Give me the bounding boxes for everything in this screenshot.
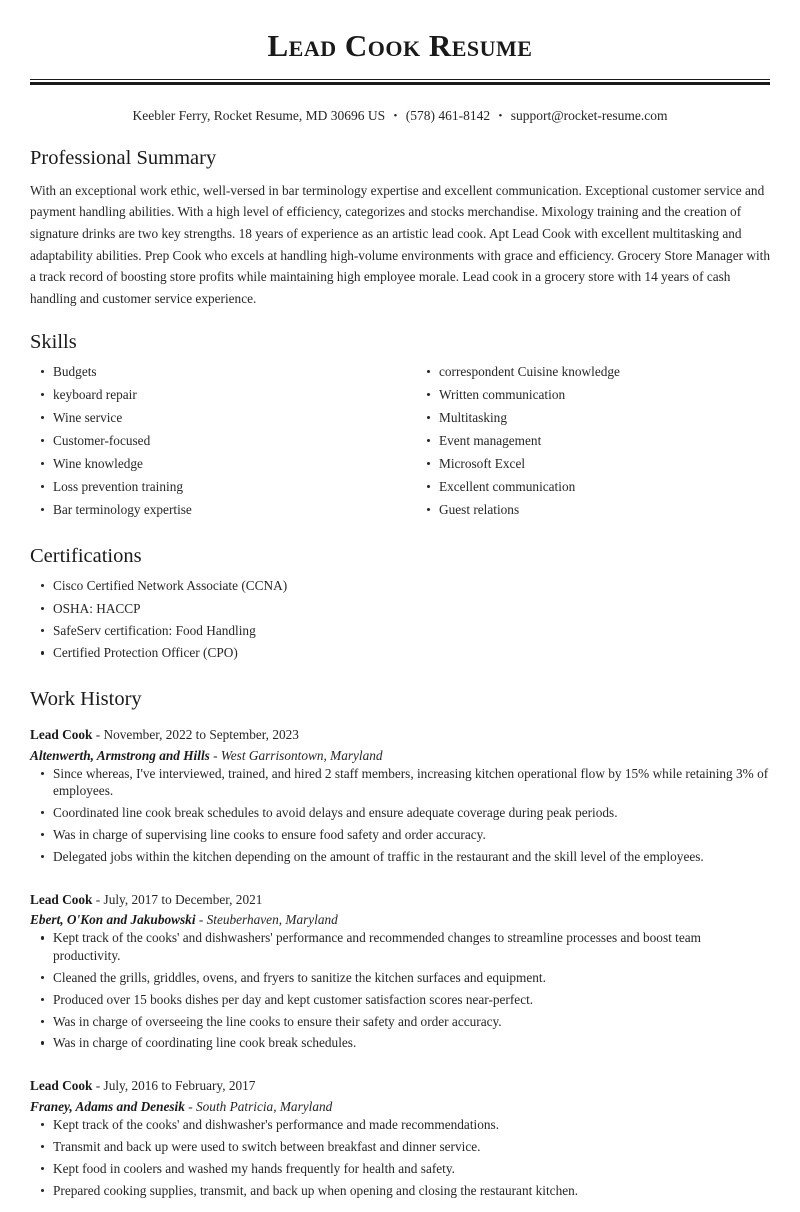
job-role: Lead Cook: [30, 891, 93, 907]
list-item: Budgets: [30, 363, 400, 380]
job-title-line: [30, 725, 770, 744]
section-work-history: [30, 667, 770, 1199]
section-professional-summary: [30, 126, 770, 310]
list-item: Excellent communication: [416, 478, 770, 495]
list-item: Was in charge of coordinating line cook break schedules.: [30, 1034, 770, 1051]
list-item: Kept track of the cooks' and dishwasher's performance and made recommendations.: [30, 1116, 770, 1133]
skills-list-left: [30, 363, 400, 518]
section-skills: [30, 310, 770, 524]
job-company-separator: -: [198, 912, 204, 928]
list-item: Kept track of the cooks' and dishwashers' performance and recommended changes to streamline processes and boost team productivity.: [30, 929, 770, 964]
job-company: Altenwerth, Armstrong and Hills: [30, 747, 210, 763]
job-company-line: [30, 746, 770, 765]
job-company-separator: -: [188, 1098, 193, 1114]
job-title-line: [30, 890, 770, 909]
list-item: Bar terminology expertise: [30, 501, 400, 518]
job-dates: July, 2016 to February, 2017: [103, 1078, 256, 1094]
contact-email[interactable]: support@rocket-resume.com: [510, 108, 668, 124]
list-item: Cisco Certified Network Associate (CCNA): [30, 577, 770, 594]
list-item: SafeServ certification: Food Handling: [30, 622, 770, 639]
job-dates: November, 2022 to September, 2023: [103, 727, 299, 743]
list-item: Wine knowledge: [30, 455, 400, 472]
list-item: Was in charge of overseeing the line cooks to ensure their safety and order accuracy.: [30, 1013, 770, 1030]
list-item: OSHA: HACCP: [30, 600, 770, 617]
job-company: Ebert, O'Kon and Jakubowski: [30, 912, 196, 928]
skills-column-right: [400, 363, 770, 523]
list-item: Was in charge of supervising line cooks to ensure food safety and order accuracy.: [30, 826, 770, 843]
contact-separator-2: •: [498, 110, 503, 123]
section-title-professional-summary: Professional Summary: [30, 146, 217, 169]
page-title: Lead Cook Resume: [267, 28, 533, 63]
job-location: South Patricia, Maryland: [196, 1098, 333, 1114]
job-location: Steuberhaven, Maryland: [206, 912, 338, 928]
section-title-work-history: Work History: [30, 687, 142, 710]
list-item: Transmit and back up were used to switch between breakfast and dinner service.: [30, 1138, 770, 1155]
professional-summary-text: With an exceptional work ethic, well-versed in bar terminology expertise and excellent communication. Exceptional customer service and payment handling abilities. With a high level of efficiency, categorizes and stocks merchandise. Mixology training and the creation of signature drinks are two key strengths. 18 years of experience as an artistic lead cook. Apt Lead Cook with excellent multitasking and adaptability abilities. Prep Cook who excels at handling high-volume environments with grace and efficiency. Grocery Store Manager with a track record of boosting store profits while maintaining high employee morale. Lead cook in a grocery store with 14 years of cash handling and customer service experience.: [30, 182, 770, 306]
list-item: Customer-focused: [30, 432, 400, 449]
list-item: correspondent Cuisine knowledge: [416, 363, 770, 380]
job-company-line: [30, 910, 770, 929]
job-responsibilities: [30, 1116, 770, 1199]
list-item: Written communication: [416, 386, 770, 403]
job-responsibilities: [30, 929, 770, 1051]
contact-phone[interactable]: (578) 461-8142: [405, 108, 491, 124]
job-company-line: [30, 1097, 770, 1116]
list-item: Multitasking: [416, 409, 770, 426]
list-item: Cleaned the grills, griddles, ovens, and fryers to sanitize the kitchen surfaces and equipment.: [30, 969, 770, 986]
job-separator: -: [95, 1078, 101, 1094]
job-separator: -: [95, 891, 101, 907]
list-item: Coordinated line cook break schedules to avoid delays and ensure adequate coverage during peak periods.: [30, 804, 770, 821]
work-history-entry: [30, 870, 770, 1052]
list-item: Produced over 15 books dishes per day and kept customer satisfaction scores near-perfect.: [30, 991, 770, 1008]
job-role: Lead Cook: [30, 1078, 93, 1094]
job-location: West Garrisontown, Maryland: [220, 747, 383, 763]
list-item: keyboard repair: [30, 386, 400, 403]
list-item: Microsoft Excel: [416, 455, 770, 472]
list-item: Certified Protection Officer (CPO): [30, 644, 770, 661]
section-certifications: [30, 524, 770, 662]
contact-info: [30, 85, 770, 126]
list-item: Kept food in coolers and washed my hands frequently for health and safety.: [30, 1160, 770, 1177]
section-title-certifications: Certifications: [30, 544, 142, 567]
job-company: Franey, Adams and Denesik: [30, 1098, 185, 1114]
job-separator: -: [95, 727, 101, 743]
list-item: Wine service: [30, 409, 400, 426]
job-title-line: [30, 1076, 770, 1095]
list-item: Delegated jobs within the kitchen depending on the amount of traffic in the restaurant and the skill level of the employees.: [30, 848, 770, 865]
skills-column-left: [30, 363, 400, 523]
job-dates: July, 2017 to December, 2021: [103, 891, 263, 907]
contact-separator-1: •: [393, 110, 398, 123]
job-company-separator: -: [213, 747, 218, 763]
job-role: Lead Cook: [30, 727, 93, 743]
list-item: Since whereas, I've interviewed, trained, and hired 2 staff members, increasing kitchen operational flow by 15% while retaining 3% of employees.: [30, 765, 770, 800]
skills-list-right: [416, 363, 770, 518]
list-item: Guest relations: [416, 501, 770, 518]
work-history-entry: [30, 722, 770, 865]
job-responsibilities: [30, 765, 770, 866]
certifications-list: [30, 577, 770, 662]
work-history-entry: [30, 1056, 770, 1199]
list-item: Prepared cooking supplies, transmit, and back up when opening and closing the restaurant kitchen.: [30, 1182, 770, 1199]
list-item: Event management: [416, 432, 770, 449]
section-title-skills: Skills: [30, 330, 77, 353]
contact-address: Keebler Ferry, Rocket Resume, MD 30696 US: [132, 108, 386, 124]
skills-columns: [30, 363, 770, 523]
list-item: Loss prevention training: [30, 478, 400, 495]
